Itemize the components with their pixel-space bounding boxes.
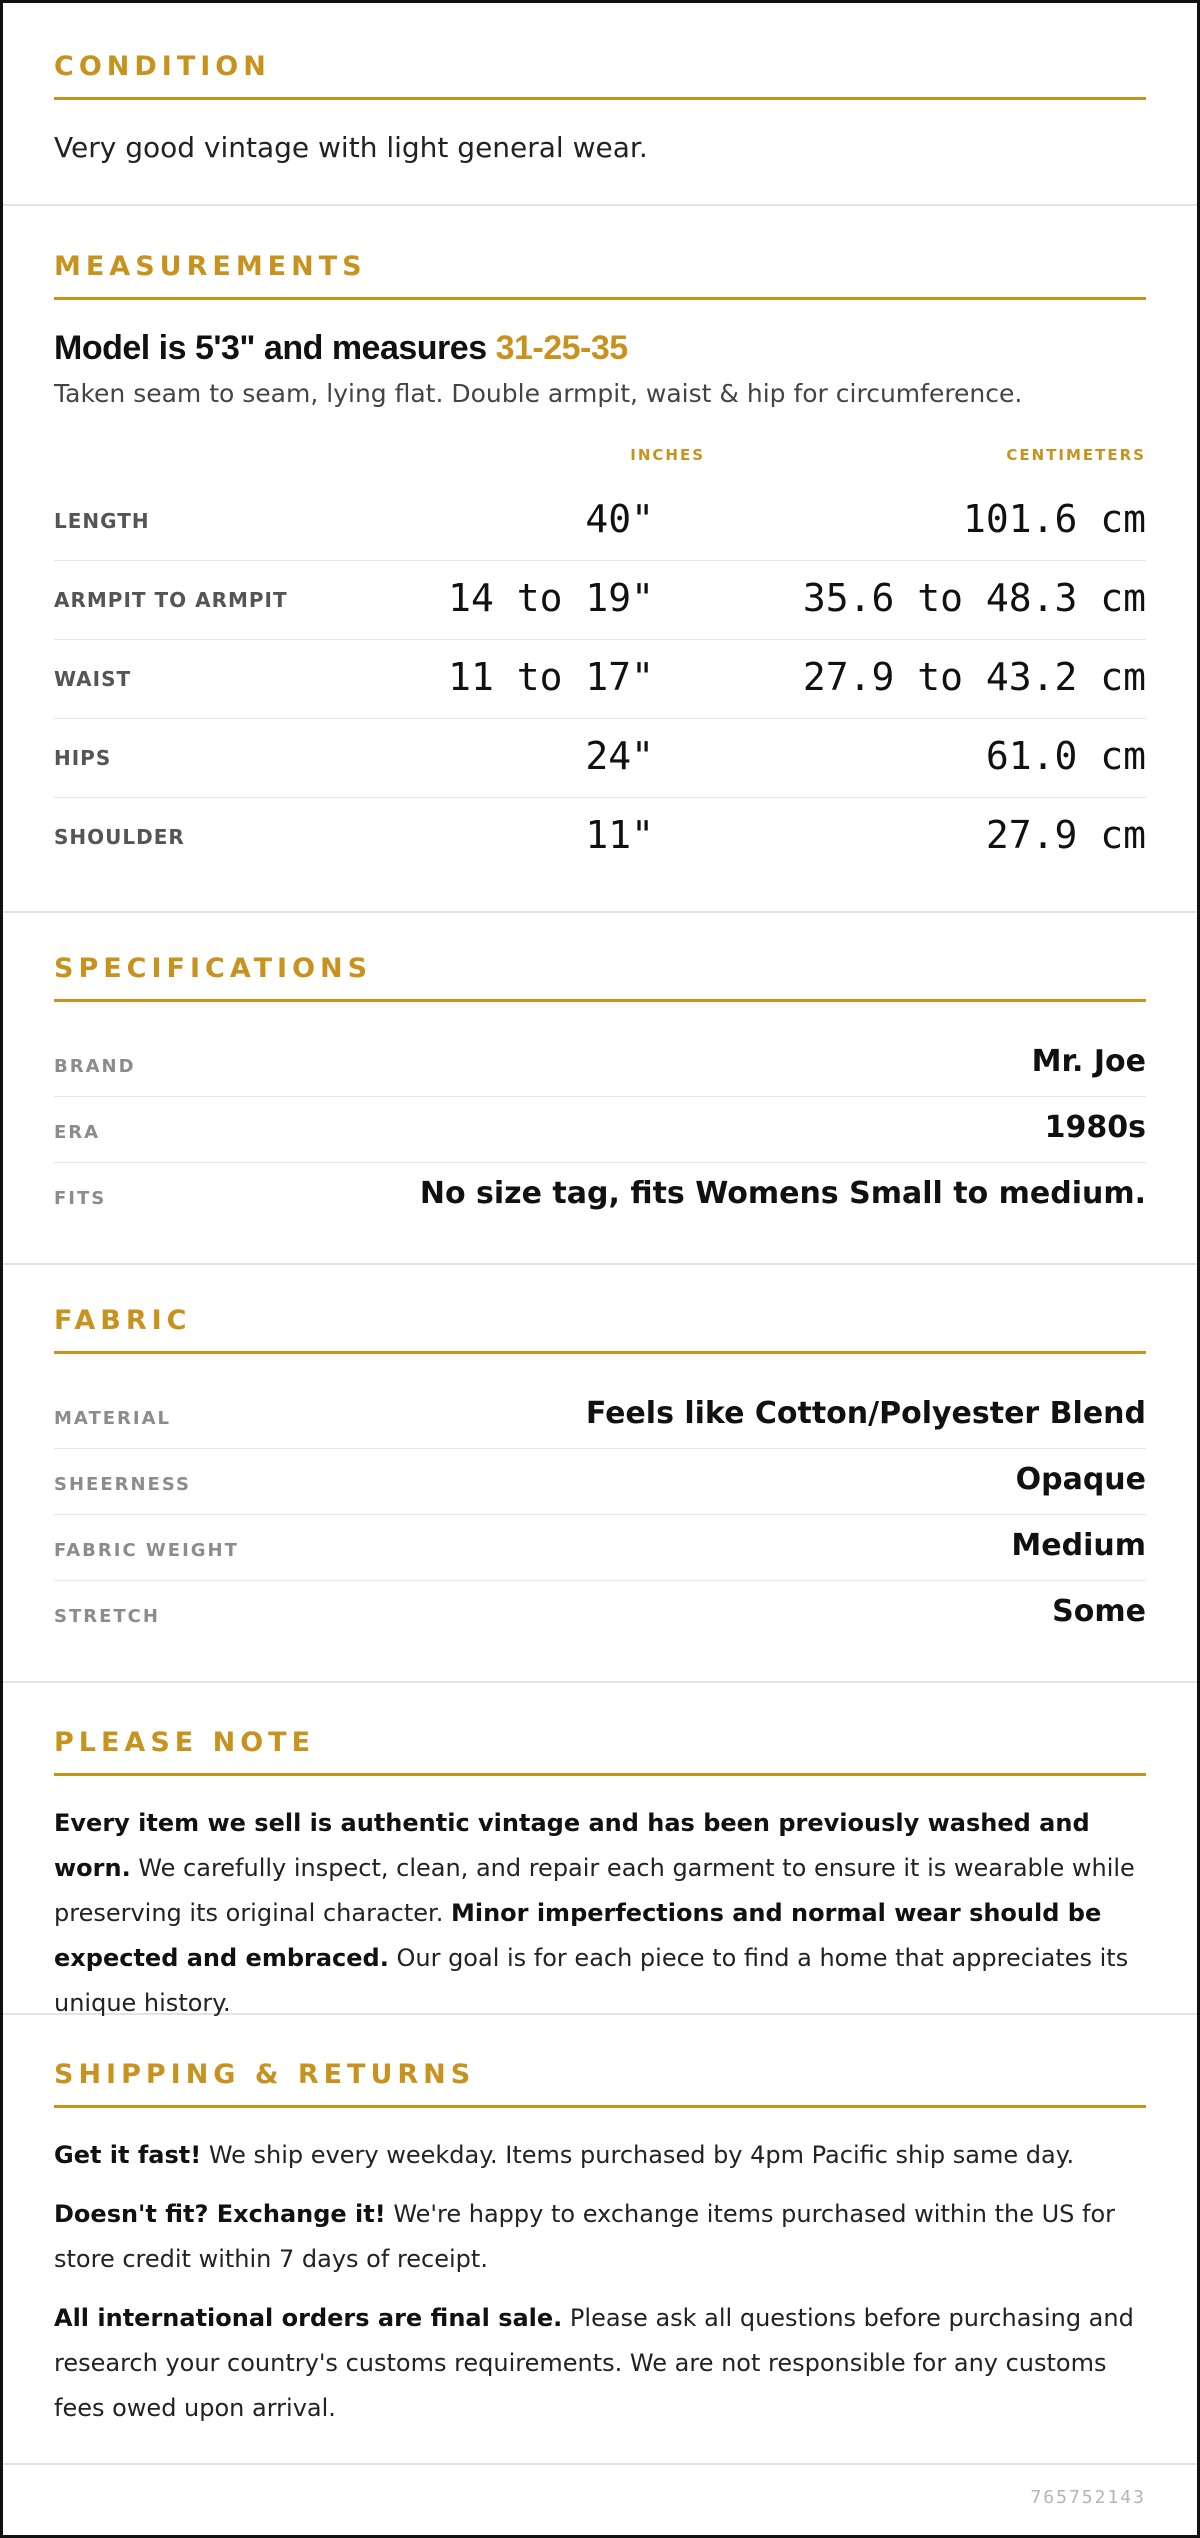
spec-row	[54, 1096, 1146, 1163]
fabric-section	[3, 1265, 1197, 1683]
please-note-text	[54, 1801, 1146, 2026]
measurement-inches: 14 to 19"	[448, 576, 654, 620]
measurement-cm: 101.6 cm	[962, 497, 1146, 541]
section-title: PLEASE NOTE	[54, 1727, 316, 1758]
shipping-body: Please ask all questions before purchasing and research your country's customs requirements. We are not responsible for any customs fees owed upon arrival.	[54, 2304, 1134, 2422]
please-note-section	[3, 1683, 1197, 2015]
note-emphasis: Minor imperfections and normal wear should be expected and embraced.	[54, 1899, 1102, 1972]
fabric-row	[54, 1448, 1146, 1515]
shipping-header	[54, 2059, 1146, 2108]
spec-value: 1980s	[1044, 1110, 1146, 1145]
fabric-label: STRETCH	[54, 1606, 160, 1627]
measurement-note: Taken seam to seam, lying flat. Double armpit, waist & hip for circumference.	[54, 379, 1023, 408]
section-title: FABRIC	[54, 1305, 192, 1336]
section-title: SPECIFICATIONS	[54, 953, 373, 984]
spec-value: No size tag, fits Womens Small to medium.	[419, 1176, 1146, 1211]
specifications-header	[54, 953, 1146, 1002]
measurement-row	[54, 560, 1146, 640]
fabric-row	[54, 1580, 1146, 1646]
measurement-inches: 11 to 17"	[448, 655, 654, 699]
fabric-value: Opaque	[1015, 1462, 1146, 1497]
note-body: Our goal is for each piece to find a home that appreciates its unique history.	[54, 1944, 1129, 2017]
item-id: 765752143	[1030, 2487, 1146, 2508]
shipping-paragraph-speed	[54, 2133, 1146, 2178]
model-info	[54, 329, 628, 368]
measurement-row	[54, 797, 1146, 876]
spec-value: Mr. Joe	[1031, 1044, 1146, 1079]
fabric-row	[54, 1382, 1146, 1449]
measurement-label: SHOULDER	[54, 825, 185, 849]
section-title: CONDITION	[54, 51, 271, 82]
section-title: MEASUREMENTS	[54, 251, 367, 282]
measurement-cm: 35.6 to 48.3 cm	[802, 576, 1146, 620]
measurement-label: WAIST	[54, 667, 132, 691]
fabric-label: FABRIC WEIGHT	[54, 1540, 239, 1561]
spec-label: ERA	[54, 1122, 101, 1143]
shipping-body: We ship every weekday. Items purchased by 4pm Pacific ship same day.	[201, 2141, 1075, 2169]
fabric-value: Some	[1052, 1594, 1146, 1629]
measurements-section	[3, 206, 1197, 913]
note-emphasis: Every item we sell is authentic vintage and has been previously washed and worn.	[54, 1809, 1090, 1882]
measurement-row	[54, 481, 1146, 561]
measurement-label: ARMPIT TO ARMPIT	[54, 588, 288, 612]
spec-row	[54, 1162, 1146, 1228]
fabric-row	[54, 1514, 1146, 1581]
measurement-inches: 40"	[585, 497, 654, 541]
measurement-label: LENGTH	[54, 509, 150, 533]
measurement-cm: 27.9 to 43.2 cm	[802, 655, 1146, 699]
centimeters-column-header: CENTIMETERS	[1006, 446, 1146, 464]
shipping-emphasis: Doesn't fit? Exchange it!	[54, 2200, 386, 2228]
condition-header	[54, 51, 1146, 100]
shipping-paragraph-exchange	[54, 2192, 1146, 2282]
measurement-cm: 27.9 cm	[985, 813, 1146, 857]
shipping-body: We're happy to exchange items purchased within the US for store credit within 7 days of receipt.	[54, 2200, 1116, 2273]
spec-row	[54, 1030, 1146, 1097]
measurement-label: HIPS	[54, 746, 112, 770]
measurements-header	[54, 251, 1146, 300]
shipping-emphasis: Get it fast!	[54, 2141, 202, 2169]
model-measures: 31-25-35	[495, 329, 628, 367]
shipping-paragraph-international	[54, 2296, 1146, 2431]
inches-column-header: INCHES	[630, 446, 705, 464]
spec-label: FITS	[54, 1188, 107, 1209]
please-note-header	[54, 1727, 1146, 1776]
section-title: SHIPPING & RETURNS	[54, 2059, 476, 2090]
fabric-header	[54, 1305, 1146, 1354]
measurement-inches: 11"	[585, 813, 654, 857]
measurement-row	[54, 639, 1146, 719]
measurement-inches: 24"	[585, 734, 654, 778]
measurement-cm: 61.0 cm	[985, 734, 1146, 778]
fabric-label: SHEERNESS	[54, 1474, 191, 1495]
measurement-row	[54, 718, 1146, 798]
shipping-section	[3, 2015, 1197, 2465]
fabric-value: Medium	[1011, 1528, 1146, 1563]
condition-text: Very good vintage with light general wear.	[54, 131, 648, 164]
fabric-value: Feels like Cotton/Polyester Blend	[585, 1396, 1146, 1431]
spec-label: BRAND	[54, 1056, 136, 1077]
shipping-emphasis: All international orders are final sale.	[54, 2304, 563, 2332]
condition-section	[3, 3, 1197, 206]
note-body: We carefully inspect, clean, and repair each garment to ensure it is wearable while preserving its original character.	[54, 1854, 1135, 1927]
model-prefix: Model is 5'3" and measures	[54, 329, 496, 367]
specifications-section	[3, 913, 1197, 1265]
fabric-label: MATERIAL	[54, 1408, 171, 1429]
